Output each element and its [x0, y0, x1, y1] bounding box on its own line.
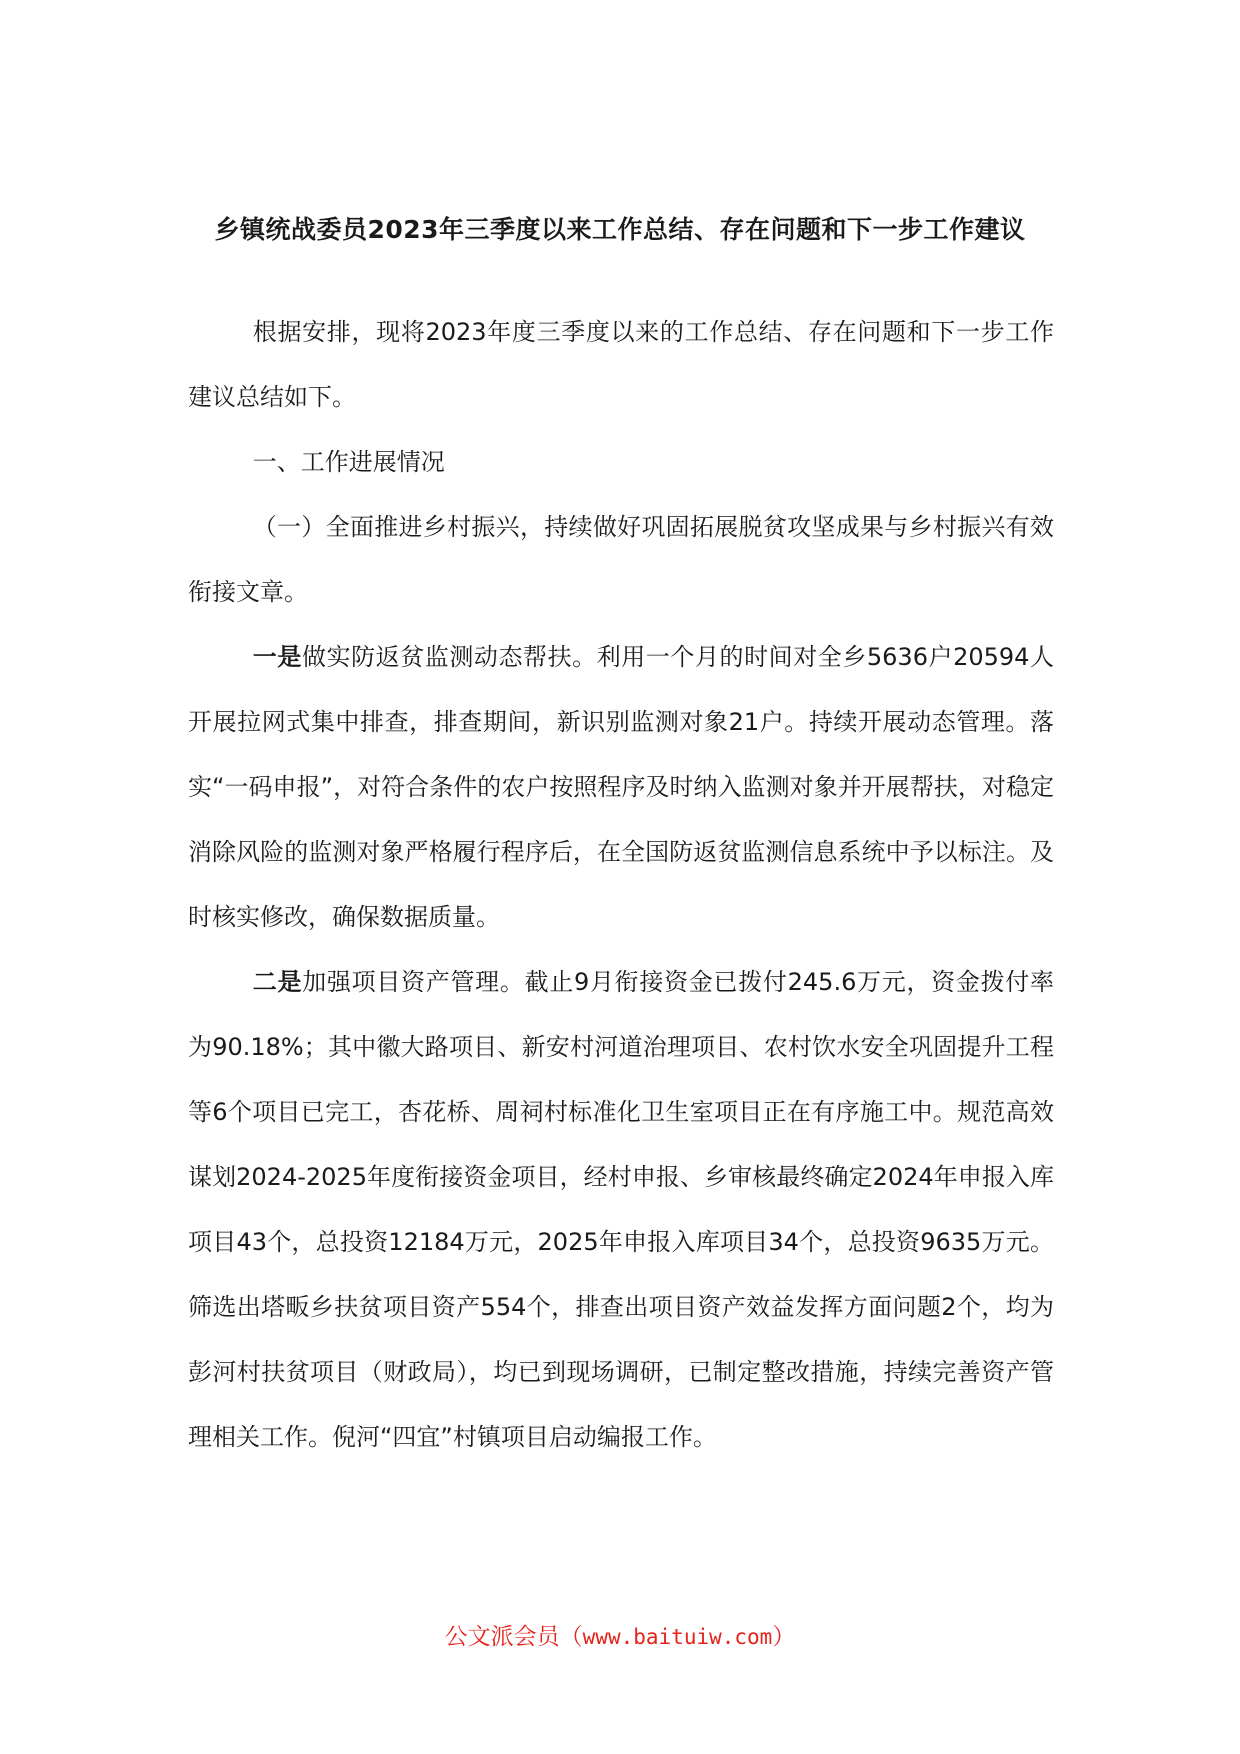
intro-paragraph: 根据安排，现将2023年度三季度以来的工作总结、存在问题和下一步工作建议总结如下。: [188, 318, 1054, 411]
section-heading: 一、工作进展情况: [252, 448, 445, 476]
point-two-lead: 二是: [252, 968, 303, 996]
point-one-text: 做实防返贫监测动态帮扶。利用一个月的时间对全乡5636户20594人开展拉网式集中排查，排查期间，新识别监测对象21户。持续开展动态管理。落实“一码申报”，对符合条件的农户按照程序及时纳入监测对象并开展帮扶，对稳定消除风险的监测对象严格履行程序后，在全国防返贫监测信息系统中予以标注。及时核实修改，确保数据质量。: [188, 643, 1055, 931]
point-one-paragraph: [188, 625, 1054, 950]
document-title: 乡镇统战委员2023年三季度以来工作总结、存在问题和下一步工作建议: [214, 215, 1026, 244]
point-two-text: 加强项目资产管理。截止9月衔接资金已拨付245.6万元，资金拨付率为90.18%；其中徽大路项目、新安村河道治理项目、农村饮水安全巩固提升工程等6个项目已完工，杏花桥、周祠村标准化卫生室项目正在有序施工中。规范高效谋划2024-2025年度衔接资金项目，经村申报、乡审核最终确定2024年申报入库项目43个，总投资12184万元，2025年申报入库项目34个，总投资9635万元。筛选出塔畈乡扶贫项目资产554个，排查出项目资产效益发挥方面问题2个，均为彭河村扶贫项目（财政局），均已到现场调研，已制定整改措施，持续完善资产管理相关工作。倪河“四宜”村镇项目启动编报工作。: [188, 968, 1054, 1451]
point-one-lead: 一是: [252, 643, 302, 671]
footer-watermark: [0, 1618, 1240, 1651]
footer-url[interactable]: www.baituiw.com: [582, 1625, 773, 1649]
document-body: [188, 300, 1054, 1470]
footer-label-suffix: ）: [772, 1624, 796, 1650]
footer-label-prefix: 公文派会员（: [444, 1624, 583, 1650]
point-two-paragraph: [188, 950, 1054, 1470]
subsection-heading: （一）全面推进乡村振兴，持续做好巩固拓展脱贫攻坚成果与乡村振兴有效衔接文章。: [188, 513, 1054, 606]
